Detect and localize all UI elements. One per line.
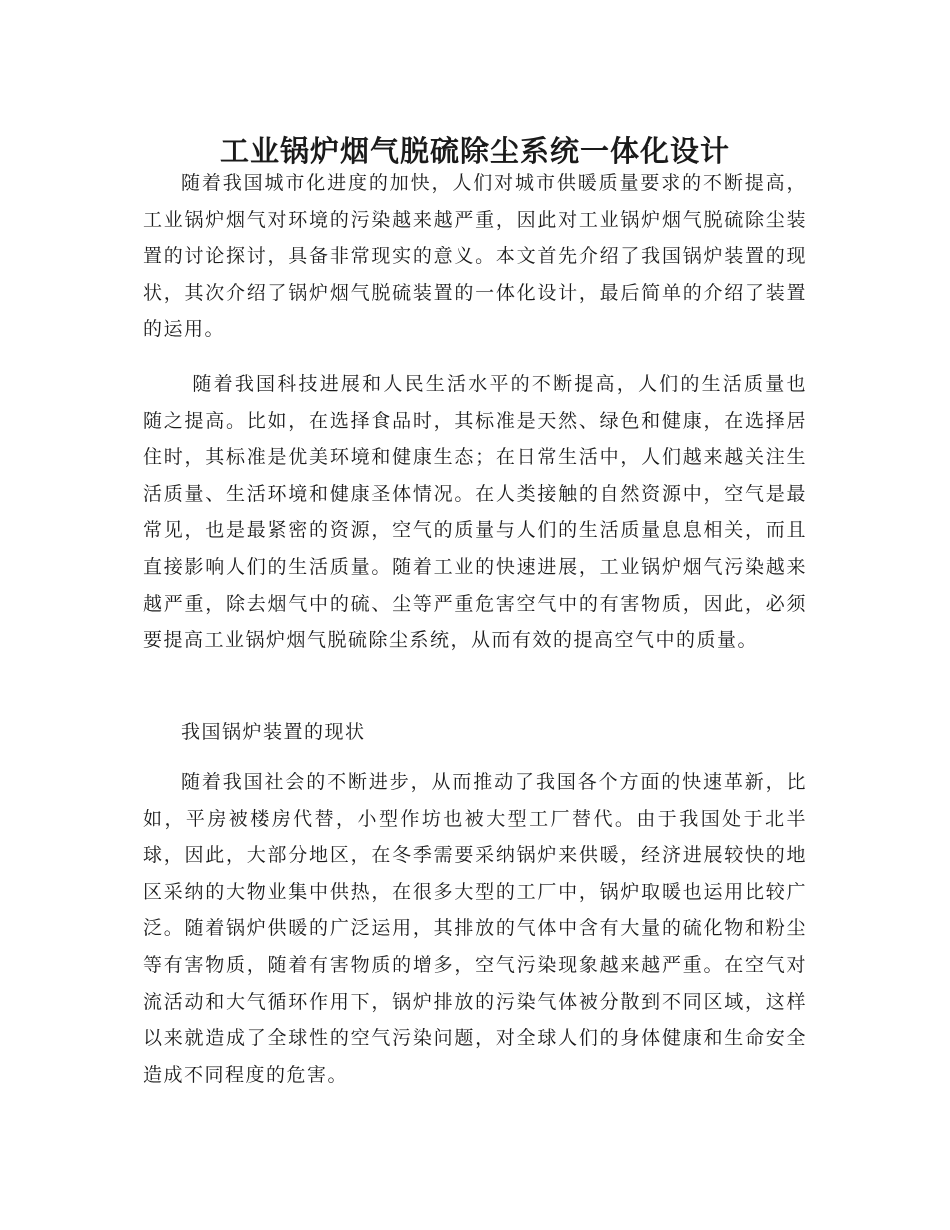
paragraph-status: 随着我国社会的不断进步，从而推动了我国各个方面的快速革新，比如，平房被楼房代替，小型作坊也被大型工厂替代。由于我国处于北半球，因此，大部分地区，在冬季需要采纳锅炉来供暖，经济进展较快的地区采纳的大物业集中供热，在很多大型的工厂中，锅炉取暖也运用比较广泛。随着锅炉供暖的广泛运用，其排放的气体中含有大量的硫化物和粉尘等有害物质，随着有害物质的增多，空气污染现象越来越严重。在空气对流活动和大气循环作用下，锅炉排放的污染气体被分散到不同区域，这样以来就造成了全球性的空气污染问题，对全球人们的身体健康和生命安全造成不同程度的危害。 <box>143 771 807 1086</box>
paragraph-background: 随着我国科技进展和人民生活水平的不断提高，人们的生活质量也随之提高。比如，在选择食品时，其标准是天然、绿色和健康，在选择居住时，其标准是优美环境和健康生态；在日常生活中，人们越来越关注生活质量、生活环境和健康圣体情况。在人类接触的自然资源中，空气是最常见，也是最紧密的资源，空气的质量与人们的生活质量息息相关，而且直接影响人们的生活质量。随着工业的快速进展，工业锅炉烟气污染越来越严重，除去烟气中的硫、尘等严重危害空气中的有害物质，因此，必须要提高工业锅炉烟气脱硫除尘系统，从而有效的提高空气中的质量。 <box>143 373 807 652</box>
paragraph-intro: 随着我国城市化进度的加快，人们对城市供暖质量要求的不断提高，工业锅炉烟气对环境的污染越来越严重，因此对工业锅炉烟气脱硫除尘装置的讨论探讨，具备非常现实的意义。本文首先介绍了我国锅炉装置的现状，其次介绍了锅炉烟气脱硫装置的一体化设计，最后简单的介绍了装置的运用。 <box>143 172 807 341</box>
document-title: 工业锅炉烟气脱硫除尘系统一体化设计 <box>219 134 730 169</box>
section-heading: 我国锅炉装置的现状 <box>181 721 366 743</box>
